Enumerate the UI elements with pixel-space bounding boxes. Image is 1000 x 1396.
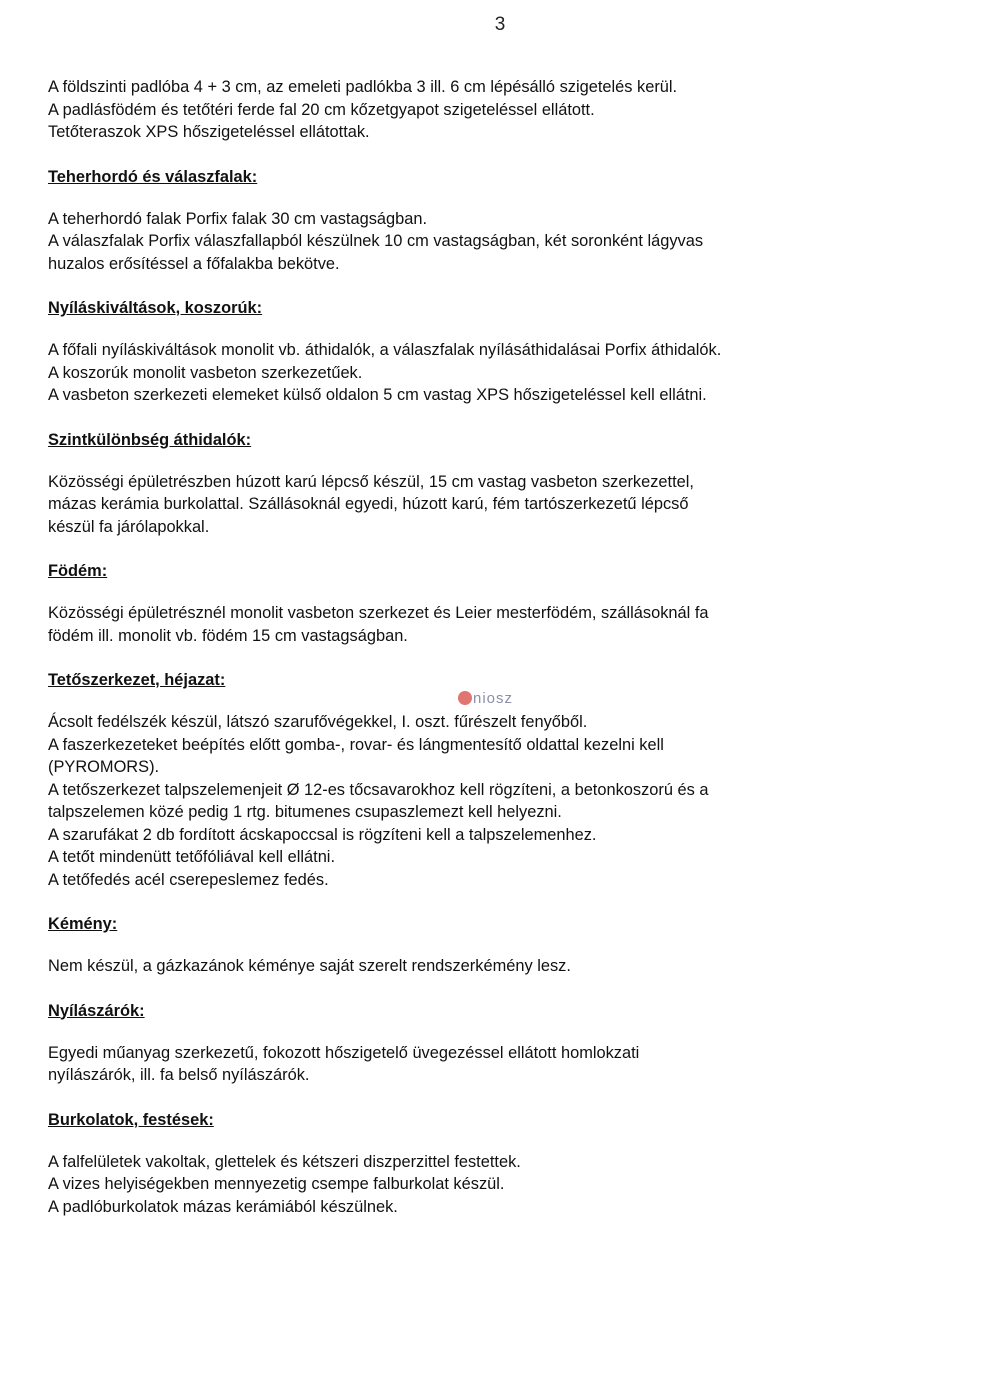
- text-line: Ácsolt fedélszék készül, látszó szarufővégekkel, I. oszt. fűrészelt fenyőből.: [48, 713, 588, 731]
- section-heading: Tetőszerkezet, héjazat:: [48, 671, 226, 689]
- section-heading: Födém:: [48, 562, 108, 580]
- text-line: A koszorúk monolit vasbeton szerkezetűek.: [48, 363, 363, 382]
- section-body: [48, 1151, 948, 1219]
- section-body: [48, 208, 948, 276]
- text-line: A vizes helyiségekben mennyezetig csempe falburkolat készül.: [48, 1175, 505, 1193]
- section-body: [48, 955, 948, 978]
- text-line: A földszinti padlóba 4 + 3 cm, az emeleti padlókba 3 ill. 6 cm lépésálló szigetelés kerül.: [48, 78, 678, 96]
- text-line: talpszelemen közé pedig 1 rtg. bitumenes csupaszlemezt kell helyezni.: [48, 803, 562, 821]
- watermark-logo-icon: [458, 691, 472, 705]
- section-stairs: [48, 429, 948, 539]
- text-line: A falfelületek vakoltak, glettelek és kétszeri diszperzittel festettek.: [48, 1152, 521, 1171]
- text-line: huzalos erősítéssel a főfalakba bekötve.: [48, 254, 340, 273]
- text-line: nyílászárók, ill. fa belső nyílászárók.: [48, 1066, 310, 1084]
- section-floor-slab: [48, 560, 948, 647]
- text-line: A válaszfalak Porfix válaszfallapból készülnek 10 cm vastagságban, két soronként lágyvas: [48, 232, 704, 250]
- text-line: Tetőteraszok XPS hőszigeteléssel ellátottak.: [48, 123, 370, 141]
- text-line: mázas kerámia burkolattal. Szállásoknál egyedi, húzott karú, fém tartószerkezetű lépcső: [48, 495, 689, 513]
- text-line: födém ill. monolit vb. födém 15 cm vastagságban.: [48, 626, 408, 645]
- section-body: [48, 339, 948, 407]
- section-body: [48, 711, 948, 891]
- section-heading: Kémény:: [48, 915, 118, 933]
- text-line: Egyedi műanyag szerkezetű, fokozott hőszigetelő üvegezéssel ellátott homlokzati: [48, 1043, 640, 1062]
- section-heading: Burkolatok, festések:: [48, 1110, 214, 1129]
- section-heading: Nyílászárók:: [48, 1001, 145, 1020]
- document-body: [48, 76, 948, 1218]
- text-line: A tetőfedés acél cserepeslemez fedés.: [48, 870, 329, 889]
- section-heading: Nyíláskiváltások, koszorúk:: [48, 299, 263, 317]
- text-line: A padlásfödém és tetőtéri ferde fal 20 cm kőzetgyapot szigeteléssel ellátott.: [48, 100, 595, 119]
- text-line: A padlóburkolatok mázas kerámiából készülnek.: [48, 1197, 398, 1216]
- text-line: A tetőt mindenütt tetőfóliával kell ellátni.: [48, 848, 336, 866]
- section-lintels: [48, 297, 948, 407]
- text-line: A teherhordó falak Porfix falak 30 cm vastagságban.: [48, 209, 428, 228]
- watermark: [458, 690, 513, 707]
- section-finishes: [48, 1109, 948, 1219]
- section-heading: Teherhordó és válaszfalak:: [48, 167, 258, 186]
- text-line: A főfali nyíláskiváltások monolit vb. áthidalók, a válaszfalak nyílásáthidalásai Porfix áthidalók.: [48, 341, 722, 359]
- text-line: A tetőszerkezet talpszelemenjeit Ø 12-es tőcsavarokhoz kell rögzíteni, a betonkoszorú és a: [48, 780, 709, 799]
- text-line: A szarufákat 2 db fordított ácskapoccsal is rögzíteni kell a talpszelemenhez.: [48, 825, 597, 844]
- section-body: [48, 602, 948, 647]
- text-line: Közösségi épületrészben húzott karú lépcső készül, 15 cm vastag vasbeton szerkezettel,: [48, 472, 694, 491]
- section-body: [48, 471, 948, 539]
- text-line: A vasbeton szerkezeti elemeket külső oldalon 5 cm vastag XPS hőszigeteléssel kell ellátni.: [48, 386, 707, 404]
- section-load-bearing-walls: [48, 166, 948, 276]
- section-body: [48, 1042, 948, 1087]
- text-line: A faszerkezeteket beépítés előtt gomba-, rovar- és lángmentesítő oldattal kezelni kell: [48, 735, 664, 754]
- section-heading: Szintkülönbség áthidalók:: [48, 430, 252, 449]
- text-line: (PYROMORS).: [48, 758, 160, 776]
- page-number: 3: [494, 14, 506, 35]
- text-line: készül fa járólapokkal.: [48, 517, 210, 536]
- section-openings: [48, 1000, 948, 1087]
- section-chimney: [48, 913, 948, 978]
- text-line: Közösségi épületrésznél monolit vasbeton szerkezet és Leier mesterfödém, szállásoknál fa: [48, 604, 709, 622]
- watermark-text: niosz: [473, 690, 514, 707]
- intro-paragraph: [48, 76, 948, 144]
- text-line: Nem készül, a gázkazánok kéménye saját szerelt rendszerkémény lesz.: [48, 957, 571, 975]
